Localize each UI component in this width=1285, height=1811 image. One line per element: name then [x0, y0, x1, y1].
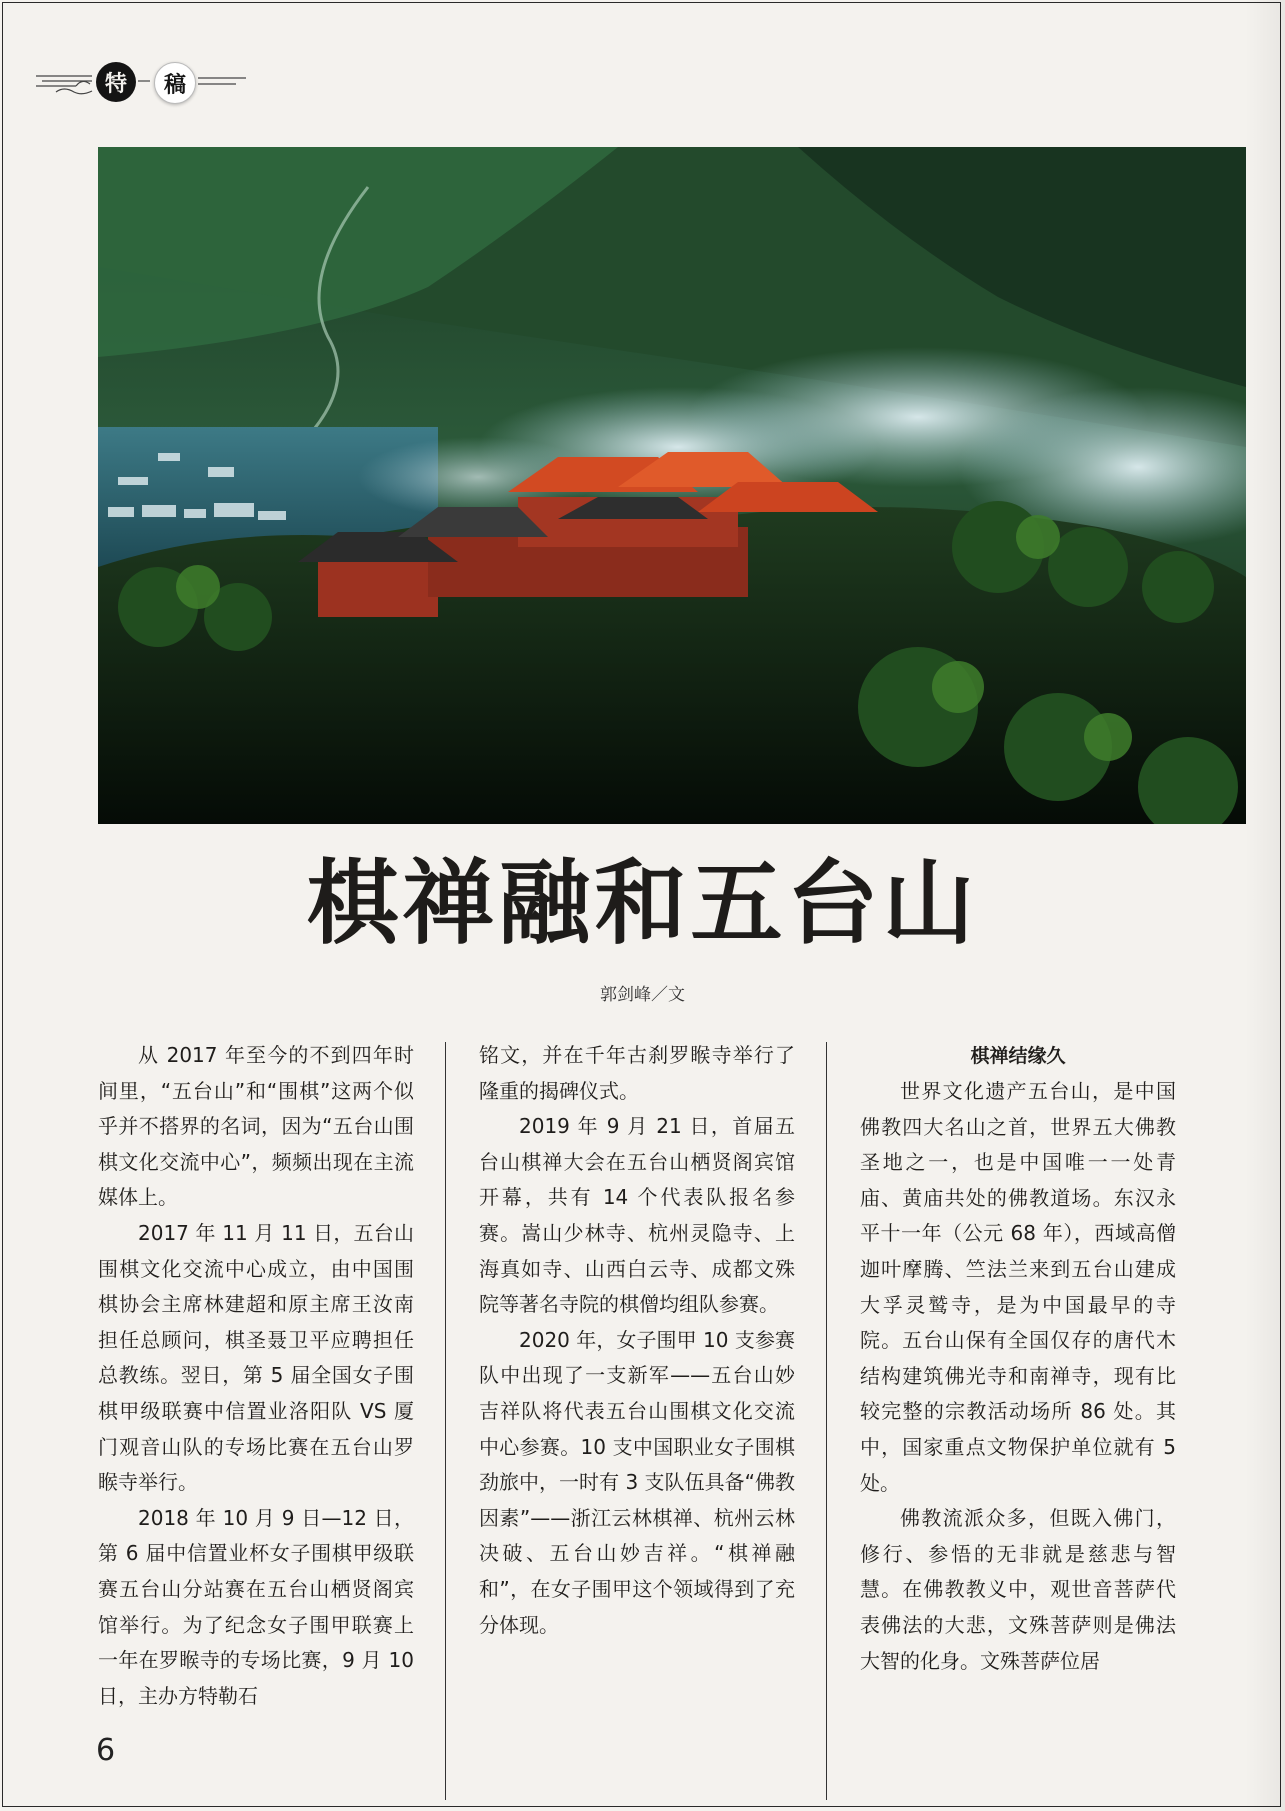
paragraph: 2020 年，女子围甲 10 支参赛队中出现了一支新军——五台山妙吉祥队将代表五台山围棋文化交流中心参赛。10 支中国职业女子围棋劲旅中，一时有 3 支队伍具备“佛教因素”——浙江云林棋禅、杭州云林决破、五台山妙吉祥。“棋禅融和”，在女子围甲这个领域得到了充分体现。 [479, 1327, 795, 1637]
section-seal-gao: 稿 [154, 62, 196, 104]
page-number: 6 [96, 1733, 116, 1768]
column-divider [826, 1042, 827, 1800]
paragraph: 世界文化遗产五台山，是中国佛教四大名山之首，世界五大佛教圣地之一，也是中国唯一一处青庙、黄庙共处的佛教道场。东汉永平十一年（公元 68 年），西域高僧迦叶摩腾、竺法兰来到五台山建成大孚灵鹫寺，是为中国最早的寺院。五台山保有全国仅存的唐代木结构建筑佛光寺和南禅寺，现有比较完整的宗教活动场所 86 处。其中，国家重点文物保护单位就有 5 处。 [860, 1079, 1176, 1495]
mountain-temple-photo [98, 147, 1246, 824]
paragraph: 2019 年 9 月 21 日，首届五台山棋禅大会在五台山栖贤阁宾馆开幕，共有 14 个代表队报名参赛。嵩山少林寺、杭州灵隐寺、上海真如寺、山西白云寺、成都文殊院等著名寺院的棋僧均组队参赛。 [479, 1114, 795, 1317]
paragraph: 2018 年 10 月 9 日—12 日，第 6 届中信置业杯女子围棋甲级联赛五台山分站赛在五台山栖贤阁宾馆举行。为了纪念女子围甲联赛上一年在罗睺寺的专场比赛，9 月 10 日，主办方特勒石 [98, 1505, 414, 1708]
decorative-lines-icon [36, 72, 246, 98]
column-divider [445, 1042, 446, 1800]
section-seal-te: 特 [96, 62, 136, 102]
article-title: 棋禅融和五台山 [306, 850, 979, 957]
article-column-3 [860, 1038, 1176, 1679]
paragraph: 佛教流派众多，但既入佛门，修行、参悟的无非就是慈悲与智慧。在佛教教义中，观世音菩萨代表佛法的大悲，文殊菩萨则是佛法大智的化身。文殊菩萨位居 [860, 1506, 1176, 1673]
photo-illustration [98, 147, 1246, 824]
article-column-2 [479, 1038, 795, 1643]
article-column-1 [98, 1038, 414, 1714]
paragraph-continued: 铭文，并在千年古刹罗睺寺举行了隆重的揭碑仪式。 [479, 1043, 795, 1103]
paragraph: 2017 年 11 月 11 日，五台山围棋文化交流中心成立，由中国围棋协会主席林建超和原主席王汝南担任总顾问，棋圣聂卫平应聘担任总教练。翌日，第 5 届全国女子围棋甲级联赛中信置业洛阳队 VS 厦门观音山队的专场比赛在五台山罗睺寺举行。 [98, 1220, 414, 1495]
article-byline: 郭剑峰／文 [600, 985, 685, 1005]
paragraph: 从 2017 年至今的不到四年时间里，“五台山”和“围棋”这两个似乎并不搭界的名词，因为“五台山围棋文化交流中心”，频频出现在主流媒体上。 [98, 1043, 414, 1210]
section-heading: 棋禅结缘久 [970, 1045, 1066, 1067]
section-header [36, 58, 246, 114]
